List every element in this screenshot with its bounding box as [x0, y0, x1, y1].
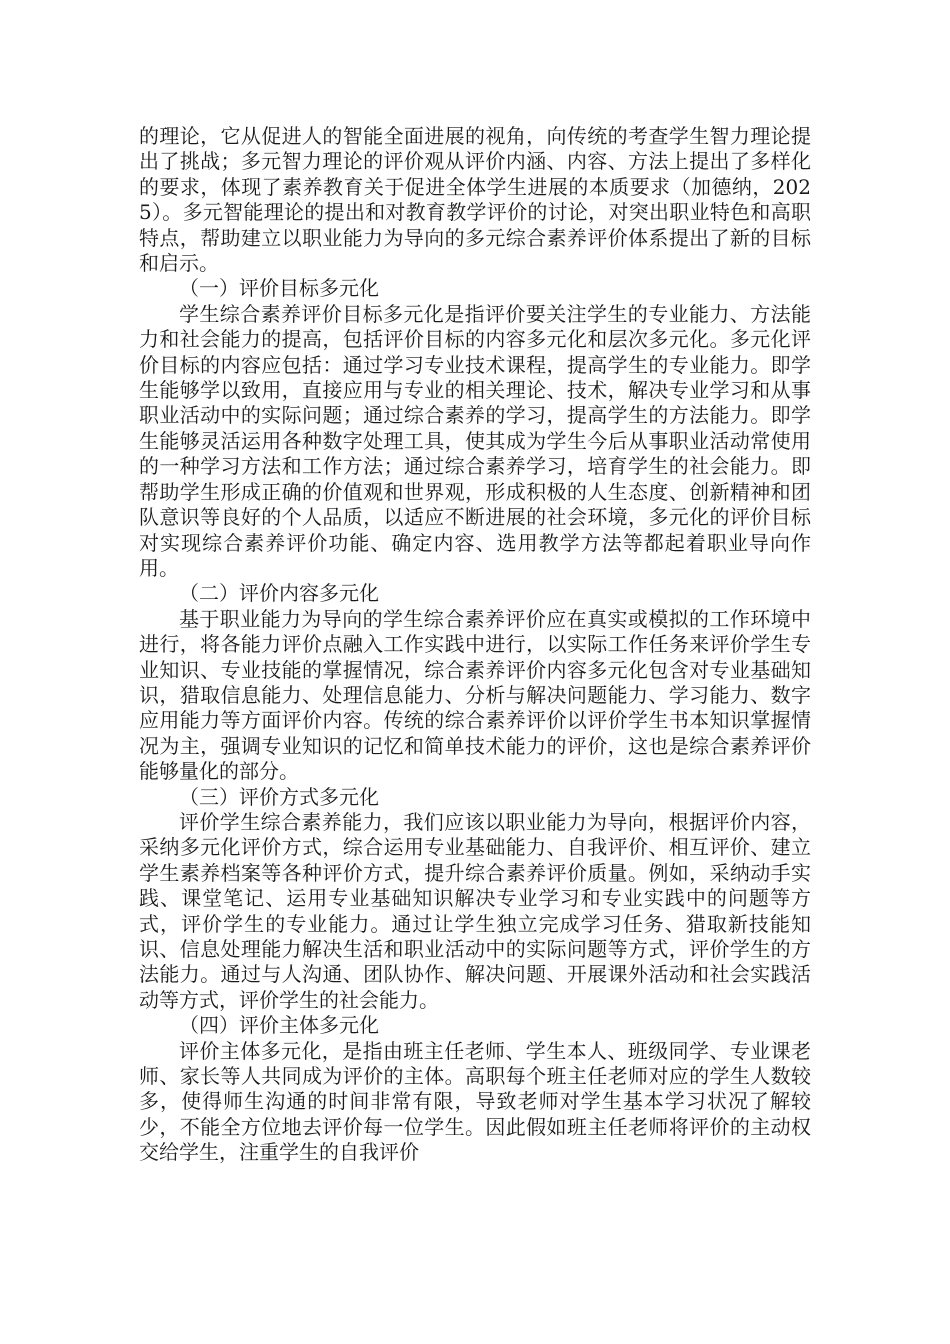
section-heading-subjects: （四）评价主体多元化 [179, 1013, 379, 1038]
section-heading-content: （二）评价内容多元化 [179, 581, 379, 606]
paragraph-intro: 的理论，它从促进人的智能全面进展的视角，向传统的考查学生智力理论提出了挑战；多元智力理论的评价观从评价内涵、内容、方法上提出了多样化的要求，体现了素养教育关于促进全体学生进展的本质要求（加德纳，2025）。多元智能理论的提出和对教育教学评价的讨论，对突出职业特色和高职特点，帮助建立以职业能力为导向的多元综合素养评价体系提出了新的目标和启示。 [139, 124, 811, 276]
paragraph-methods: 评价学生综合素养能力，我们应该以职业能力为导向，根据评价内容，采纳多元化评价方式，综合运用专业基础能力、自我评价、相互评价、建立学生素养档案等各种评价方式，提升综合素养评价质量。例如，采纳动手实践、课堂笔记、运用专业基础知识解决专业学习和专业实践中的问题等方式，评价学生的专业能力。通过让学生独立完成学习任务、猎取新技能知识、信息处理能力解决生活和职业活动中的实际问题等方式，评价学生的方法能力。通过与人沟通、团队协作、解决问题、开展课外活动和社会实践活动等方式，评价学生的社会能力。 [139, 809, 811, 1012]
paragraph-content: 基于职业能力为导向的学生综合素养评价应在真实或模拟的工作环境中进行，将各能力评价点融入工作实践中进行，以实际工作任务来评价学生专业知识、专业技能的掌握情况，综合素养评价内容多元化包含对专业基础知识，猎取信息能力、处理信息能力、分析与解决问题能力、学习能力、数字应用能力等方面评价内容。传统的综合素养评价以评价学生书本知识掌握情况为主，强调专业知识的记忆和简单技术能力的评价，这也是综合素养评价能够量化的部分。 [139, 606, 811, 784]
section-heading-goals: （一）评价目标多元化 [179, 276, 379, 301]
paragraph-goals: 学生综合素养评价目标多元化是指评价要关注学生的专业能力、方法能力和社会能力的提高，包括评价目标的内容多元化和层次多元化。多元化评价目标的内容应包括：通过学习专业技术课程，提高学生的专业能力。即学生能够学以致用，直接应用与专业的相关理论、技术，解决专业学习和从事职业活动中的实际问题；通过综合素养的学习，提高学生的方法能力。即学生能够灵活运用各种数字处理工具，使其成为学生今后从事职业活动常使用的一种学习方法和工作方法；通过综合素养学习，培育学生的社会能力。即帮助学生形成正确的价值观和世界观，形成积极的人生态度、创新精神和团队意识等良好的个人品质，以适应不断进展的社会环境，多元化的评价目标对实现综合素养评价功能、确定内容、选用教学方法等都起着职业导向作用。 [139, 301, 811, 580]
paragraph-subjects: 评价主体多元化，是指由班主任老师、学生本人、班级同学、专业课老师、家长等人共同成为评价的主体。高职每个班主任老师对应的学生人数较多，使得师生沟通的时间非常有限，导致老师对学生基本学习状况了解较少，不能全方位地去评价每一位学生。因此假如班主任老师将评价的主动权交给学生，注重学生的自我评价 [139, 1038, 811, 1165]
document-body [139, 124, 811, 1166]
section-heading-methods: （三）评价方式多元化 [179, 784, 379, 809]
